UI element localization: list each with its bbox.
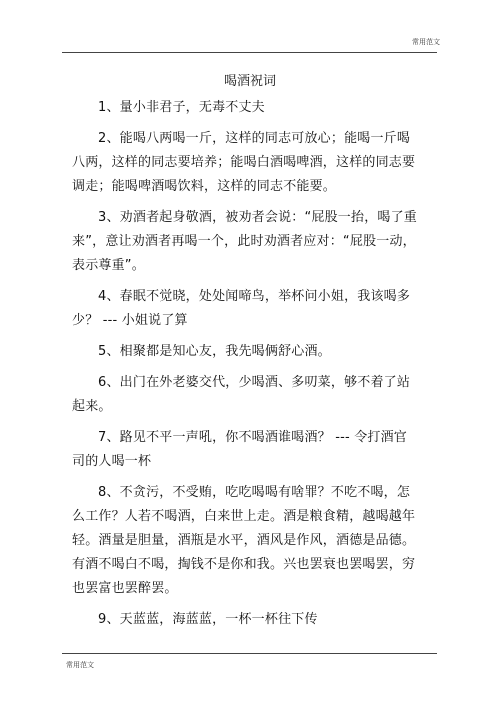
paragraph-7: 7、路见不平一声吼，你不喝酒谁喝酒？ --- 令打酒官司的人喝一杯: [72, 430, 408, 469]
footer-rule: [62, 653, 437, 654]
paragraph-9: 9、天蓝蓝，海蓝蓝，一杯一杯往下传: [98, 612, 318, 627]
header-label: 常用范文: [412, 38, 440, 46]
footer-label: 常用范文: [66, 661, 94, 669]
paragraph-5: 5、相聚都是知心友，我先喝俩舒心酒。: [98, 344, 331, 359]
paragraph-4: 4、春眠不觉晓，处处闻啼鸟，举杯问小姐，我该喝多少？ --- 小姐说了算: [72, 289, 411, 328]
paragraph-6: 6、出门在外老婆交代，少喝酒、多叨菜，够不着了站起来。: [72, 375, 411, 414]
paragraph-8: 8、不贪污，不受贿，吃吃喝喝有啥罪？不吃不喝，怎么工作？人若不喝酒，白来世上走。酒是粮食精，越喝越年轻。酒量是胆量，酒瓶是水平，酒风是作风，酒德是品德。有酒不喝白不喝，掏钱不是你和我。兴也罢衰也罢喝罢，穷也罢富也罢醉罢。: [72, 485, 416, 596]
document-title: 喝酒祝词: [223, 74, 276, 89]
document-body: [72, 96, 420, 639]
header-rule: [62, 52, 437, 53]
paragraph-2: 2、能喝八两喝一斤，这样的同志可放心；能喝一斤喝八两，这样的同志要培养；能喝白酒喝啤酒，这样的同志要调走；能喝啤酒喝饮料，这样的同志不能要。: [72, 131, 416, 194]
paragraph-1: 1、量小非君子，无毒不丈夫: [98, 100, 265, 115]
paragraph-3: 3、劝酒者起身敬酒，被劝者会说：“屁股一抬，喝了重来”，意让劝酒者再喝一个，此时劝酒者应对：“屁股一动，表示尊重”。: [72, 210, 418, 273]
